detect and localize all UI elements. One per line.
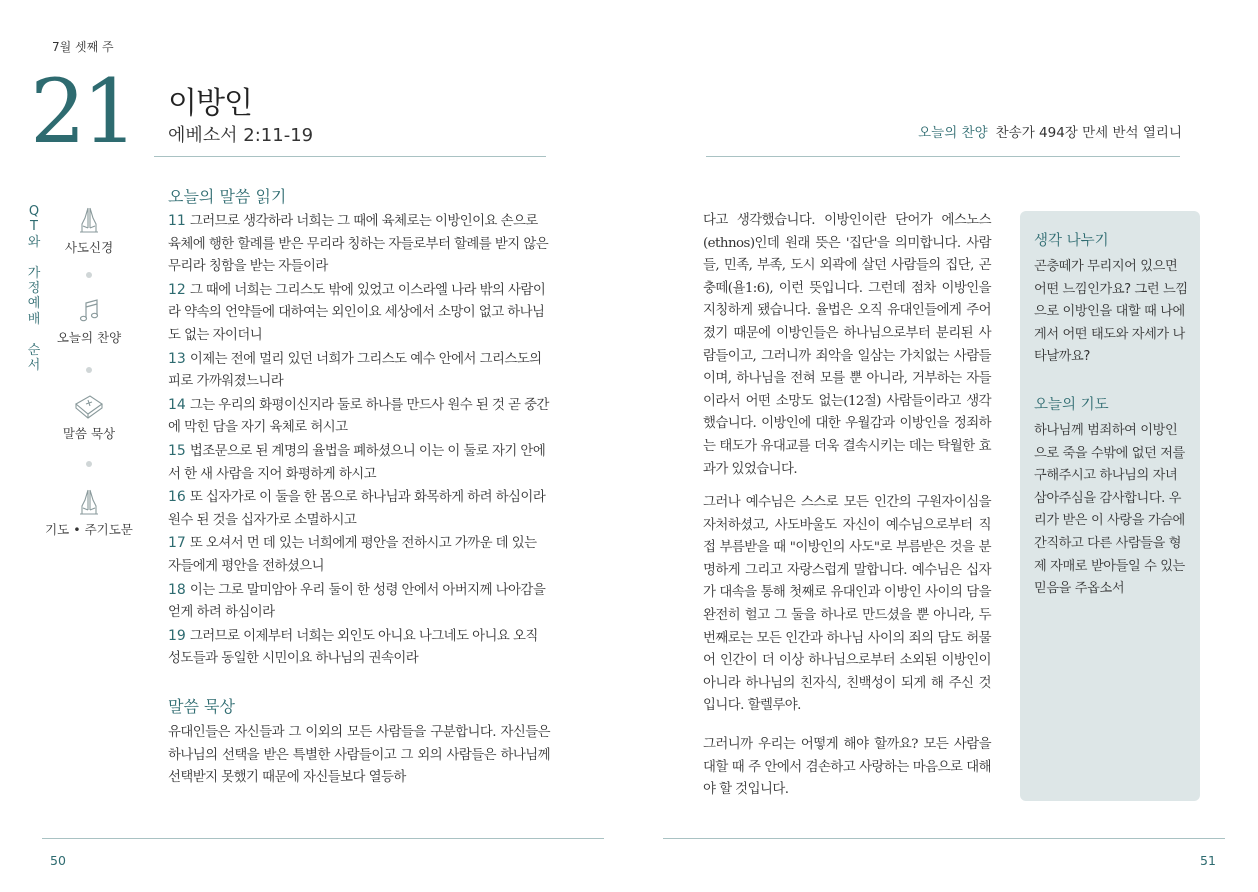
qt-order-char: 배: [27, 311, 41, 327]
verse: [168, 579, 550, 625]
step-label: 기도 • 주기도문: [45, 522, 133, 537]
verse-number: 18: [168, 581, 186, 598]
qt-order-char: 정: [27, 281, 41, 297]
hymn-label: 오늘의 찬양: [918, 125, 988, 141]
verse-number: 16: [168, 489, 186, 506]
praying-hands-icon: [44, 204, 134, 236]
step-separator-dot: [86, 272, 92, 278]
share-text: 곤충떼가 무리지어 있으면 어떤 느낌인가요? 그런 느낌으로 이방인을 대할 때 나에게서 어떤 태도와 자세가 나타날까요?: [1034, 259, 1188, 365]
verse-text: 이제는 전에 멀리 있던 너희가 그리스도 예수 안에서 그리스도의 피로 가까워졌느니라: [168, 351, 542, 390]
praying-hands-icon: [30, 486, 148, 518]
qt-order-char: 순: [27, 342, 41, 358]
header-divider-left: [154, 156, 546, 157]
hymn-title: 찬송가 494장 만세 반석 열리니: [995, 125, 1182, 141]
verse-number: 14: [168, 396, 186, 413]
qt-order-char: 예: [27, 296, 41, 312]
prayer-text: 하나님께 범죄하여 이방인으로 죽을 수밖에 없던 저를 구해주시고 하나님의 자녀 삼아주심을 감사합니다. 우리가 받은 이 사랑을 가슴에 간직하고 다른 사람들을 형제 자매로 받아들일 수 있는 믿음을 주옵소서: [1034, 422, 1185, 597]
verse: [168, 440, 550, 486]
prayer-heading: 오늘의 기도: [1034, 396, 1109, 413]
reflection-sidebar: [1020, 211, 1200, 801]
verse: [168, 348, 550, 394]
share-heading: 생각 나누기: [1034, 233, 1109, 249]
step-separator-dot: [86, 461, 92, 467]
verse-number: 17: [168, 535, 186, 552]
qt-order-char: Q: [28, 204, 40, 219]
page-number-right: 51: [1200, 853, 1216, 868]
verse-text: 법조문으로 된 계명의 율법을 폐하셨으니 이는 이 둘로 자기 안에서 한 새 사람을 지어 화평하게 하시고: [168, 443, 546, 482]
step-separator-dot: [86, 367, 92, 373]
meditation-paragraph: 다고 생각했습니다. 이방인이란 단어가 에스노스(ethnos)인데 원래 뜻은 '집단'을 의미합니다. 사람들, 민족, 부족, 도시 외곽에 살던 사람들의 집단, 곤충떼(욜1:6), 이런 뜻입니다. 그런데 점차 이방인을 지칭하게 됐습니다. 율법은 오직 유대인들에게 주어졌기 때문에 이방인들은 하나님으로부터 분리된 사람들이고, 그러니까 죄악을 일삼는 가치없는 사람들이며, 하나님을 전혀 모를 뿐 아니라, 거부하는 자들이라서 어떤 소망도 없는(12절) 사람들이라고 생각했습니다. 이방인에 대한 우월감과 이방인을 정죄하는 태도가 유대교를 더욱 결속시키는 데는 탁월한 효과가 있었습니다.: [703, 213, 991, 477]
meditation-paragraph: 그러니까 우리는 어떻게 해야 할까요? 모든 사람을 대할 때 주 안에서 겸손하고 사랑하는 마음으로 대해야 할 것입니다.: [703, 737, 991, 798]
step-prayer-lords-prayer: [30, 486, 148, 538]
verse-text: 그는 우리의 화평이신지라 둘로 하나를 만드사 원수 된 것 곧 중간에 막힌 담을 자기 육체로 허시고: [168, 397, 549, 436]
verse-text: 그러므로 생각하라 너희는 그 때에 육체로는 이방인이요 손으로 육체에 행한 할례를 받은 무리라 칭하는 자들로부터 할례를 받지 않은 무리라 칭함을 받는 자들이라: [168, 214, 549, 275]
step-word-meditation: [44, 390, 134, 442]
meditation-heading: 말씀 묵상: [168, 697, 235, 716]
qt-order-vertical-label: [26, 204, 42, 373]
step-label: 말씀 묵상: [62, 426, 116, 441]
step-label: 사도신경: [64, 240, 114, 255]
verse-text: 그러므로 이제부터 너희는 외인도 아니요 나그네도 아니요 오직 성도들과 동일한 시민이요 하나님의 권속이라: [168, 628, 538, 667]
verse-text: 이는 그로 말미암아 우리 둘이 한 성령 안에서 아버지께 나아감을 얻게 하려 하심이라: [168, 582, 546, 621]
verse: [168, 625, 550, 671]
scripture-reference: 에베소서 2:11-19: [168, 125, 314, 146]
verse-text: 그 때에 너희는 그리스도 밖에 있었고 이스라엘 나라 밖의 사람이라 약속의 언약들에 대하여는 외인이요 세상에서 소망이 없고 하나님도 없는 자이더니: [168, 282, 546, 343]
qt-order-char: 가: [27, 265, 41, 281]
verse: [168, 486, 550, 532]
footer-divider-left: [42, 838, 604, 839]
reading-heading: 오늘의 말씀 읽기: [168, 187, 287, 206]
verse: [168, 210, 550, 279]
todays-hymn: [918, 121, 1182, 141]
qt-order-char: [26, 327, 42, 342]
music-note-icon: [44, 296, 134, 326]
week-label: 7월 셋째 주: [52, 40, 114, 54]
step-label: 오늘의 찬양: [56, 330, 122, 345]
verse-number: 12: [168, 281, 186, 298]
qt-order-char: [26, 250, 42, 265]
verse-number: 13: [168, 350, 186, 367]
meditation-paragraph: 그러나 예수님은 스스로 모든 인간의 구원자이심을 자처하셨고, 사도바울도 자신이 예수님으로부터 직접 부름받을 때 "이방인의 사도"로 부름받은 것을 분명하게 그리고 자랑스럽게 말합니다. 예수님은 십자가 대속을 통해 첫째로 유대인과 이방인 사이의 담을 완전히 헐고 그 둘을 하나로 만드셨을 뿐 아니라, 두번째로는 모든 인간과 하나님 사이의 죄의 담도 허물어 인간이 더 이상 하나님으로부터 소외된 이방인이 아니라 하나님의 친자식, 친백성이 되게 해 주신 것입니다. 할렐루야.: [703, 495, 991, 714]
verse-number: 19: [168, 627, 186, 644]
verse-number: 11: [168, 213, 186, 229]
day-number: 21: [30, 60, 134, 163]
qt-order-char: T: [30, 219, 38, 235]
verse: [168, 279, 550, 348]
step-apostles-creed: [44, 204, 134, 256]
page-title: 이방인: [168, 86, 252, 121]
header-divider-right: [706, 156, 1180, 157]
step-todays-hymn: [44, 296, 134, 346]
qt-order-char: 서: [27, 358, 41, 374]
verse: [168, 532, 550, 578]
verse-text: 또 오셔서 먼 데 있는 너희에게 평안을 전하시고 가까운 데 있는 자들에게 평안을 전하셨으니: [168, 536, 537, 574]
bible-book-icon: [44, 390, 134, 422]
verse-text: 또 십자가로 이 둘을 한 몸으로 하나님과 화목하게 하려 하심이라 원수 된 것을 십자가로 소멸하시고: [168, 490, 546, 528]
scripture-verses: [168, 210, 550, 671]
verse: [168, 394, 550, 440]
verse-number: 15: [168, 442, 186, 459]
footer-divider-right: [663, 838, 1225, 839]
qt-order-char: 와: [27, 234, 41, 250]
meditation-paragraph: 유대인들은 자신들과 그 이외의 모든 사람들을 구분합니다. 자신들은 하나님의 선택을 받은 특별한 사람들이고 그 외의 사람들은 하나님께 선택받지 못했기 때문에 자신들보다 열등하: [168, 725, 550, 786]
page-number-left: 50: [50, 853, 66, 868]
